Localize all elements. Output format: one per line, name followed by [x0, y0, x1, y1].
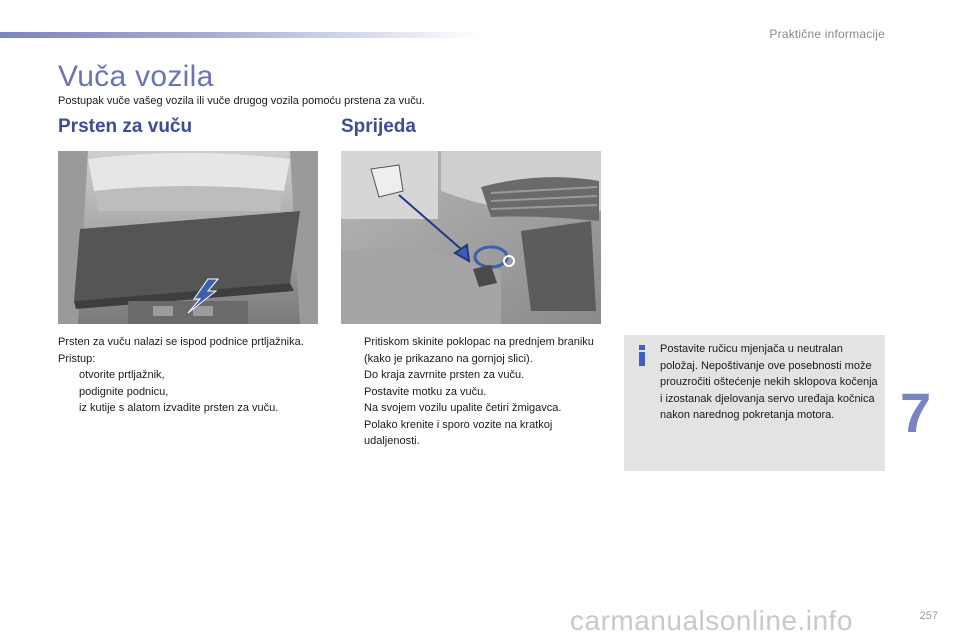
list-item: podignite podnicu, — [58, 384, 318, 401]
list-item: otvorite prtljažnik, — [58, 367, 318, 384]
watermark: carmanualsonline.info — [570, 605, 853, 636]
heading-front: Sprijeda — [341, 116, 416, 137]
list-item: Postavite motku za vuču. — [341, 384, 606, 401]
intro-text: Postupak vuče vašeg vozila ili vuče drugog vozila pomoću prstena za vuču. — [58, 95, 425, 107]
header-accent-bar — [0, 32, 480, 38]
access-label: Pristup: — [58, 352, 96, 365]
list-item: Na svojem vozilu upalite četiri žmigavca. — [341, 400, 606, 417]
bullet-marker — [58, 367, 79, 384]
heading-towing-ring: Prsten za vuču — [58, 116, 193, 137]
list-item: Polako krenite i sporo vozite na kratkoj udaljenosti. — [341, 417, 606, 450]
front-bumper-photo — [341, 151, 601, 324]
list-item: Pritiskom skinite poklopac na prednjem braniku (kako je prikazano na gornjoj slici). — [341, 334, 606, 367]
front-towing-instructions — [341, 334, 606, 450]
info-icon — [633, 343, 651, 367]
page-title: Vuča vozila — [58, 60, 214, 93]
bullet-marker — [341, 334, 364, 367]
towing-ring-instructions — [58, 334, 318, 417]
bullet-marker — [58, 400, 79, 417]
bullet-marker — [341, 384, 364, 401]
info-note-box — [624, 335, 885, 471]
bullet-marker — [341, 417, 364, 450]
bullet-marker — [341, 367, 364, 384]
bullet-marker — [341, 400, 364, 417]
list-item: Do kraja zavrnite prsten za vuču. — [341, 367, 606, 384]
info-note-text: Postavite ručicu mjenjača u neutralan položaj. Nepoštivanje ove posebnosti može prouzročiti oštećenje nekih sklopova kočenja i izostanak djelovanja servo uređaja kočnica nakon narednog pokretanja motora. — [660, 343, 878, 421]
bullet-marker — [58, 384, 79, 401]
page-number: 257 — [919, 610, 938, 622]
chapter-number: 7 — [900, 381, 932, 444]
location-text: Prsten za vuču nalazi se ispod podnice prtljažnika. — [58, 336, 304, 348]
section-label: Praktične informacije — [769, 27, 885, 41]
boot-floor-photo — [58, 151, 318, 324]
list-item: iz kutije s alatom izvadite prsten za vuču. — [58, 400, 318, 417]
